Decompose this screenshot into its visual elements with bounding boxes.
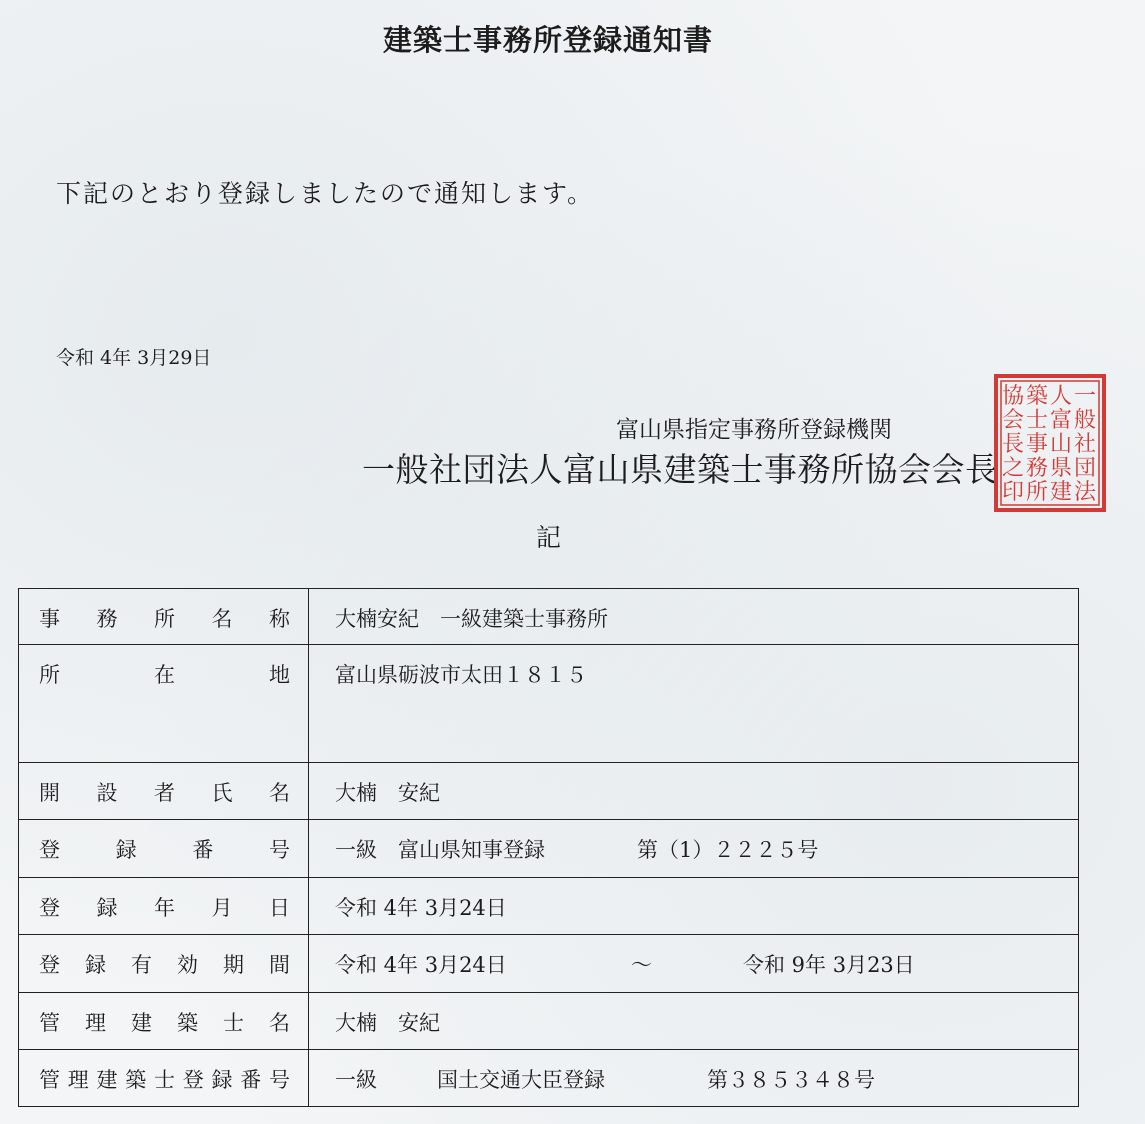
row-value xyxy=(309,935,1079,993)
row-value-text xyxy=(335,1064,1078,1094)
row-label-text xyxy=(39,1007,290,1037)
seal-character: 所 xyxy=(1025,480,1049,505)
row-value xyxy=(309,589,1079,645)
label-char: 登 xyxy=(182,1068,204,1092)
row-value xyxy=(309,763,1079,820)
table-row xyxy=(19,1050,1079,1107)
row-label xyxy=(19,645,309,763)
seal-character: 団 xyxy=(1073,456,1097,481)
value-segment: 第（1）２２２５号 xyxy=(637,838,819,862)
row-value-text xyxy=(335,949,1078,979)
seal-character: 士 xyxy=(1025,408,1049,433)
seal-character: 社 xyxy=(1073,432,1097,457)
label-char: 建 xyxy=(131,1011,152,1035)
label-char: 録 xyxy=(211,1068,233,1092)
value-segment: ～ xyxy=(631,953,652,977)
label-char: 番 xyxy=(240,1068,262,1092)
seal-character: 協 xyxy=(1001,384,1025,409)
label-char: 開 xyxy=(39,781,60,805)
issuer-subtitle: 富山県指定事務所登録機関 xyxy=(616,417,892,443)
value-segment: 令和 4年 3月24日 xyxy=(335,953,507,977)
row-value-text xyxy=(335,603,1078,633)
row-label-text xyxy=(39,949,290,979)
seal-character: 務 xyxy=(1025,456,1049,481)
intro-sentence: 下記のとおり登録しましたので通知します。 xyxy=(56,179,595,208)
label-char: 年 xyxy=(154,896,175,920)
value-segment: 第３８５３４８号 xyxy=(707,1068,875,1092)
value-segment: 一級 富山県知事登録 xyxy=(335,838,545,862)
label-char: 務 xyxy=(96,607,118,631)
label-char: 月 xyxy=(211,896,233,920)
label-char: 築 xyxy=(177,1011,198,1035)
label-char: 登 xyxy=(39,896,60,920)
table-row xyxy=(19,645,1079,763)
row-label xyxy=(19,1050,309,1107)
seal-character: 人 xyxy=(1049,384,1073,409)
seal-character: 会 xyxy=(1001,408,1025,433)
seal-character: 長 xyxy=(1001,432,1025,457)
label-char: 所 xyxy=(39,663,60,687)
row-label xyxy=(19,589,309,645)
label-char: 者 xyxy=(154,781,175,805)
seal-character: 建 xyxy=(1049,480,1073,505)
document-title: 建築士事務所登録通知書 xyxy=(382,23,713,57)
label-char: 登 xyxy=(39,838,60,862)
seal-character: 県 xyxy=(1049,456,1073,481)
label-char: 称 xyxy=(269,607,290,631)
label-char: 録 xyxy=(115,838,137,862)
value-segment: 令和 4年 3月24日 xyxy=(335,896,507,920)
label-char: 所 xyxy=(154,607,175,631)
row-label-text xyxy=(39,892,290,922)
row-value-text xyxy=(335,892,1078,922)
row-label xyxy=(19,763,309,820)
label-char: 地 xyxy=(269,663,290,687)
table-row xyxy=(19,935,1079,993)
label-char: 管 xyxy=(39,1011,60,1035)
table-row xyxy=(19,589,1079,645)
label-char: 名 xyxy=(211,607,233,631)
value-segment: 国土交通大臣登録 xyxy=(437,1068,605,1092)
label-char: 理 xyxy=(67,1068,89,1092)
label-char: 日 xyxy=(269,896,290,920)
seal-character: 印 xyxy=(1001,480,1025,505)
label-char: 建 xyxy=(96,1068,118,1092)
label-char: 築 xyxy=(125,1068,147,1092)
row-label xyxy=(19,993,309,1050)
value-segment: 一級 xyxy=(335,1068,377,1092)
label-char: 管 xyxy=(39,1068,60,1092)
row-value xyxy=(309,993,1079,1050)
seal-character: 築 xyxy=(1025,384,1049,409)
table-row xyxy=(19,878,1079,935)
row-label-text xyxy=(39,1064,290,1094)
row-value xyxy=(309,1050,1079,1107)
label-char: 期 xyxy=(223,953,244,977)
label-char: 番 xyxy=(192,838,214,862)
label-char: 士 xyxy=(154,1068,175,1092)
label-char: 氏 xyxy=(211,781,233,805)
row-value xyxy=(309,878,1079,935)
label-char: 録 xyxy=(85,953,106,977)
label-char: 在 xyxy=(154,663,175,687)
label-char: 名 xyxy=(269,1011,290,1035)
value-segment: 大楠 安紀 xyxy=(335,781,440,805)
row-label-text xyxy=(39,777,290,807)
row-value-text xyxy=(335,777,1078,807)
label-char: 登 xyxy=(39,953,60,977)
ki-heading: 記 xyxy=(536,523,562,552)
registration-details-table xyxy=(18,588,1079,1107)
row-label xyxy=(19,820,309,878)
label-char: 事 xyxy=(39,607,60,631)
row-label xyxy=(19,935,309,993)
table-row xyxy=(19,993,1079,1050)
value-segment: 大楠 安紀 xyxy=(335,1011,440,1035)
row-value xyxy=(309,645,1079,763)
label-char: 号 xyxy=(269,1068,290,1092)
label-char: 名 xyxy=(269,781,290,805)
seal-character: 之 xyxy=(1001,456,1025,481)
seal-character: 富 xyxy=(1049,408,1073,433)
row-value-text xyxy=(335,1007,1078,1037)
row-value xyxy=(309,820,1079,878)
issuer-name: 一般社団法人富山県建築士事務所協会会長 xyxy=(362,450,999,489)
label-char: 設 xyxy=(96,781,118,805)
row-label-text xyxy=(39,603,290,633)
issue-date: 令和 4年 3月29日 xyxy=(56,347,212,369)
row-label-text xyxy=(39,834,290,864)
row-label xyxy=(19,878,309,935)
label-char: 理 xyxy=(85,1011,106,1035)
seal-character: 山 xyxy=(1049,432,1073,457)
table-row xyxy=(19,820,1079,878)
label-char: 有 xyxy=(131,953,152,977)
label-char: 効 xyxy=(177,953,198,977)
label-char: 間 xyxy=(269,953,290,977)
seal-character: 般 xyxy=(1073,408,1097,433)
value-segment: 大楠安紀 一級建築士事務所 xyxy=(335,607,608,631)
value-segment: 令和 9年 3月23日 xyxy=(743,953,915,977)
value-segment: 富山県砺波市太田１８１５ xyxy=(335,663,587,687)
label-char: 録 xyxy=(96,896,118,920)
row-value-text xyxy=(335,834,1078,864)
official-seal-stamp xyxy=(993,373,1107,513)
seal-character: 一 xyxy=(1073,384,1097,409)
label-char: 号 xyxy=(268,838,290,862)
row-value-text xyxy=(335,659,1078,689)
seal-character: 事 xyxy=(1025,432,1049,457)
table-row xyxy=(19,763,1079,820)
label-char: 士 xyxy=(223,1011,244,1035)
row-label-text xyxy=(39,659,290,689)
seal-character: 法 xyxy=(1073,480,1097,505)
